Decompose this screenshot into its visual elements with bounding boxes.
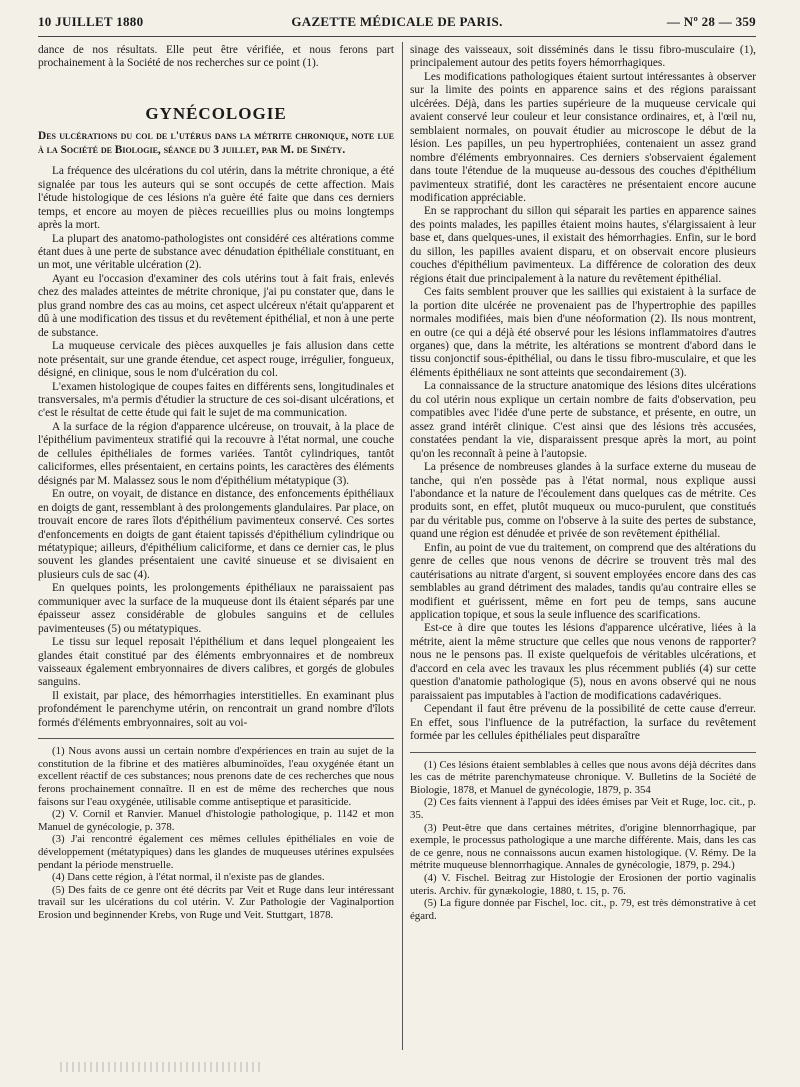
right-paragraph: Est-ce à dire que toutes les lésions d'apparence ulcérative, liées à la métrite, aient la même structure que celles que nous venons de rapporter? nous ne le pensons pas. Il existe quelquefois de véritables ulcérations, et d'accord en cela avec les travaux les plus récemment publiés (4) sur cette question d'anatomie pathologique (5), nous en avons observé qui ne nous paraissaient pas imputables à l'action de modifications cadavériques.	[410, 622, 756, 702]
right-paragraph: sinage des vaisseaux, soit disséminés dans le tissu fibro-musculaire (1), principalement autour des petits foyers hémorrhagiques.	[410, 44, 756, 70]
left-paragraph: A la surface de la région d'apparence ulcéreuse, on trouvait, à la place de l'épithélium pavimenteux stratifié qui la recouvre à l'état normal, une couche de cellules épithéliales de formes variées. Tantôt cylindriques, tantôt caliciformes, elles présentaient, en certains points, les caractères des éléments désignés par M. Malassez sous le nom d'épithélium métatypique (3).	[38, 420, 394, 487]
right-paragraph: En se rapprochant du sillon qui séparait les parties en apparence saines des points malades, les papilles étaient moins hautes, s'élargissaient à leur base et, dans quelques-unes, il existait des hémorrhagies. Enfin, sur le bord du sillon, les papilles avaient disparu, et on observait encore plusieurs couches d'épithélium pavimenteux. La différence de coloration des deux régions était due principalement à la nature du revêtement épithélial.	[410, 205, 756, 285]
right-paragraph: Cependant il faut être prévenu de la possibilité de cette cause d'erreur. En effet, sous l'influence de la putréfaction, la surface du revêtement formée par les cellules épithéliales peut disparaître	[410, 703, 756, 743]
footnote-rule	[38, 738, 394, 739]
right-paragraph: Les modifications pathologiques étaient surtout intéressantes à observer sur la limite des points en apparence sains et des régions paraissant ulcérées. Déjà, dans les parties supérieure de la muqueuse cervicale qui avaient conservé leur couleur et leur consistance ordinaires, et, à l'œil nu, semblaient normales, on pouvait étudier au microscope le début de la lésion. Les papilles, un peu hypertrophiées, contenaient un assez grand nombre d'éléments embryonnaires. Ces derniers s'observaient également dans toute l'étendue de la muqueuse au-dessous des couches d'épithélium pavimenteux stratifié, dont les caractères ne présentaient encore aucune modification appréciable.	[410, 70, 756, 204]
left-paragraph: En outre, on voyait, de distance en distance, des enfoncements épithéliaux en doigts de gant, ressemblant à des prolongements glandulaires. Par place, on trouvait encore de rares îlots d'épithélium pavimenteux conservé. Ces sortes d'enfoncements en doigts de gant étaient tapissés d'épithélium cylindrique ou métatypique; ailleurs, d'épithélium caliciforme, et dans ce dernier cas, le plus souvent les glandes présentaient une cavité sinueuse et se divisaient en plusieurs culs de sac (4).	[38, 488, 394, 581]
left-paragraph: La fréquence des ulcérations du col utérin, dans la métrite chronique, a été signalée par tous les auteurs qui se sont occupés de cette affection. Mais l'étude histologique de ces lésions n'a guère été faite que dans ces derniers temps, et encore au moyen de pièces recueillies plus ou moins longtemps après la mort.	[38, 165, 394, 232]
header-number: — Nº 28 — 359	[666, 14, 756, 29]
footnote: (4) Dans cette région, à l'état normal, il n'existe pas de glandes.	[52, 871, 325, 884]
left-top-fragment: dance de nos résultats. Elle peut être vérifiée, et nous ferons part prochainement à la Société de nos recherches sur ce point (1).	[38, 44, 394, 70]
print-smudge	[60, 1062, 260, 1072]
right-paragraph: Enfin, au point de vue du traitement, on comprend que des altérations du genre de celles que nous venons de décrire se trouvent très mal des cautérisations au nitrate d'argent, si souvent employées encore dans des cas semblables au grand détriment des malades, tandis qu'au contraire elles se modifient et guérissent, même en fort peu de temps, sans aucune application topique, et sous la seule influence des scarifications.	[410, 541, 756, 622]
footnote: (1) Ces lésions étaient semblables à celles que nous avons déjà décrites dans les cas de métrite parenchymateuse chronique. V. Bulletins de la Société de Biologie, 1878, et Manuel de gynécologie, 1879, p. 354	[410, 758, 756, 796]
left-column	[38, 44, 394, 922]
header-date: 10 JUILLET 1880	[38, 14, 144, 29]
left-paragraph: Le tissu sur lequel reposait l'épithélium et dans lequel plongeaient les glandes était constitué par des éléments embryonnaires et de nombreux vaisseaux également embryonnaires de divers calibres, et gorgés de globules sanguins.	[38, 636, 394, 689]
article-title-text: Des ulcérations du col de l'utérus dans la métrite chronique, note lue à la Société de Biologie, séance du 3 juillet, par M. de Sinéty.	[38, 130, 394, 156]
left-paragraph: En quelques points, les prolongements épithéliaux ne paraissaient pas communiquer avec la surface de la muqueuse dont ils étaient séparés par une épaisseur assez considérable de globules sanguins et de cellules pavimenteuses (5) ou métatypiques.	[38, 582, 394, 635]
right-paragraph: La présence de nombreuses glandes à la surface externe du museau de tanche, qui n'en possède pas à l'état normal, nous explique aussi l'abondance et la nature de l'écoulement dans quelques cas de métrite. Ces produits sont, en effet, plutôt muqueux ou muco-purulent, que constitués par du véritable pus, comme on l'observe à la suite des pertes de substance, quand une région est dénudée et privée de son revêtement épithélial.	[410, 461, 756, 541]
left-paragraph: Il existait, par place, des hémorrhagies interstitielles. En examinant plus profondément le parenchyme utérin, on rencontrait un grand nombre d'îlots formés d'éléments embryonnaires, soit au voi-	[38, 689, 394, 729]
running-header	[38, 14, 756, 36]
article-title	[38, 130, 394, 157]
header-journal: GAZETTE MÉDICALE DE PARIS.	[291, 14, 503, 29]
footnote: (1) Nous avons aussi un certain nombre d'expériences en train au sujet de la constitution de la fibrine et des matières albuminoïdes, l'eau oxygénée étant un excellent réactif de ces substances; nous prenons date de ces recherches que nous ferons prochainement connaître. Il en est de même des recherches que nous faisons sur l'eau oxygénée, utilisable comme antiseptique et parasiticide.	[38, 745, 394, 808]
footnote-rule	[410, 752, 756, 753]
section-title: GYNÉCOLOGIE	[145, 103, 287, 123]
right-paragraph: Ces faits semblent prouver que les saillies qui existaient à la surface de la portion dite ulcérée ne provenaient pas de l'hypertrophie des papilles normales modifiées, mais bien d'une néoformation (2). Ils nous montrent, en outre (ce qui a déjà été observé pour les lésions inflammatoires d'autres organes) que, dans la métrite, les altérations se montrent d'abord dans le tissu conjonctif sous-épithélial, ou dans le tissu fibro-musculaire, et que les éléments épithéliaux ne sont atteints que secondairement (3).	[410, 286, 756, 379]
footnote: (5) Des faits de ce genre ont été décrits par Veit et Ruge dans leur intéressant travail sur les ulcérations du col utérin. V. Zur Pathologie der Vaginalportion Erosion und beginnender Krebs, von Ruge und Veit. Stuttgart, 1878.	[38, 883, 394, 922]
column-divider	[402, 42, 403, 1050]
footnote: (4) V. Fischel. Beitrag zur Histologie der Erosionen der portio vaginalis uteris. Archiv. für gynækologie, 1880, t. 15, p. 76.	[410, 871, 756, 897]
footnote: (2) V. Cornil et Ranvier. Manuel d'histologie pathologique, p. 1142 et mon Manuel de gynécologie, p. 378.	[38, 808, 394, 833]
left-paragraph: La muqueuse cervicale des pièces auxquelles je fais allusion dans cette note présentait, sur une grande étendue, cet aspect rouge, irrégulier, fongueux, désigné, en clinique, sous le nom d'ulcération du col.	[38, 340, 394, 380]
left-paragraph: Ayant eu l'occasion d'examiner des cols utérins tout à fait frais, enlevés chez des malades atteintes de métrite chronique, j'ai pu constater que, dans le plus grand nombre des cas au moins, cet aspect ulcéreux n'était qu'apparent et dû à une modification des tissus et du revêtement épithélial, et non à une perte de substance.	[38, 272, 394, 339]
left-paragraph: La plupart des anatomo-pathologistes ont considéré ces altérations comme étant dues à une perte de substance avec dénudation épithéliale constituant, en un mot, une véritable ulcération (2).	[38, 232, 394, 272]
left-paragraph: L'examen histologique de coupes faites en différents sens, longitudinales et transversales, m'a permis d'étudier la structure de ces soi-disant ulcérations, et c'est le résultat de cette étude qui fait le sujet de ma communication.	[38, 380, 394, 420]
right-column	[410, 44, 756, 922]
right-paragraph: La connaissance de la structure anatomique des lésions dites ulcérations du col utérin nous explique un certain nombre de faits d'observation, peu compatibles avec l'idée d'une perte de substance, et présente, en outre, un assez grand intérêt clinique. C'est ainsi que des lésions très accusées, constatées pendant la vie, disparaissent presque après la mort, au point qu'on les reconnaît à peine à l'autopsie.	[410, 380, 756, 460]
footnote: (5) La figure donnée par Fischel, loc. cit., p. 79, est très démonstrative à cet égard.	[410, 897, 756, 922]
footnote: (3) Peut-être que dans certaines métrites, d'origine blennorrhagique, par exemple, le processus pathologique a une marche différente. Mais, dans les cas de ce genre, nous ne connaissons aucun examen histologique. (V. Rémy. De la métrite muqueuse blennorrhagique. Annales de gynécologie, 1879, p. 294.)	[410, 821, 756, 872]
footnote: (2) Ces faits viennent à l'appui des idées émises par Veit et Ruge, loc. cit., p. 35.	[410, 796, 756, 821]
footnote: (3) J'ai rencontré également ces mêmes cellules épithéliales en voie de développement (métatypiques) dans les glandes de muqueuses utérines expulsées pendant la période menstruelle.	[38, 833, 394, 871]
header-rule	[38, 36, 756, 37]
